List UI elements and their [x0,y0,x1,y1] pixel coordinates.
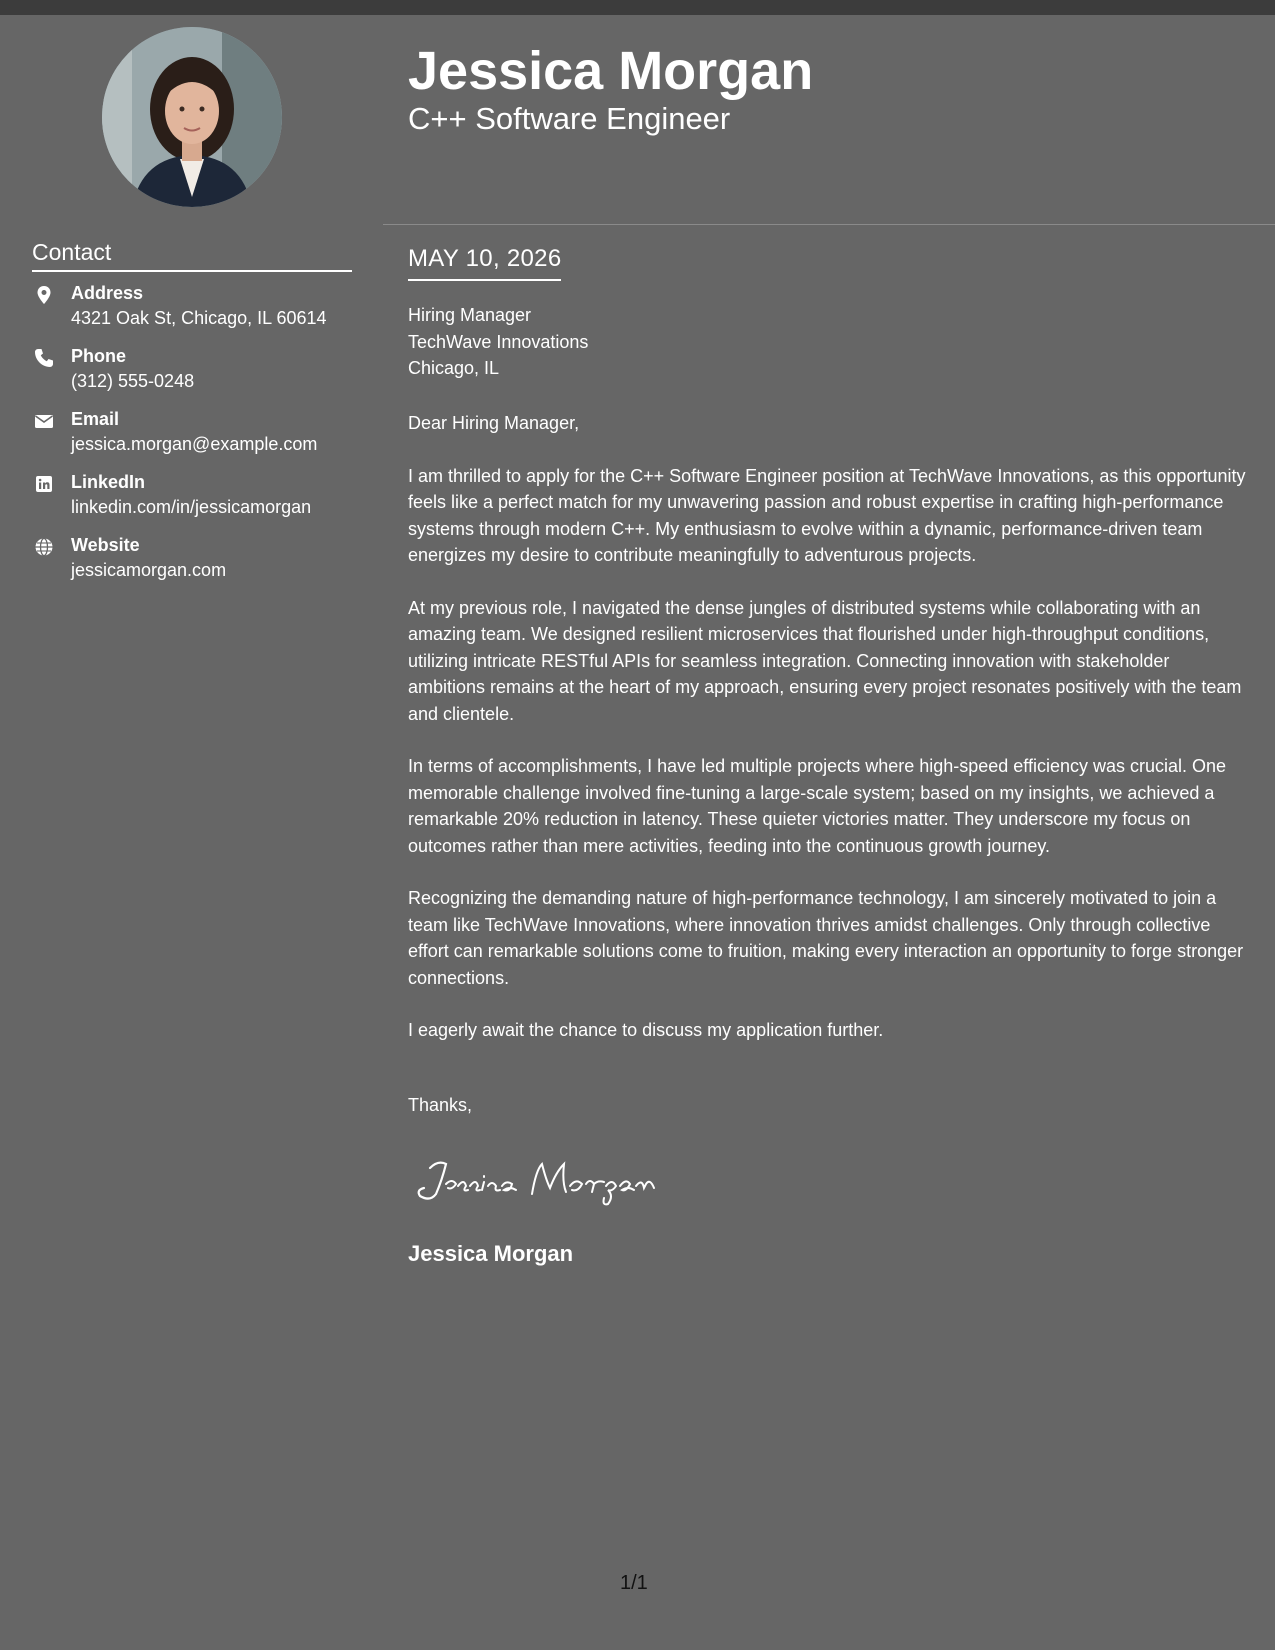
email-icon [34,411,54,431]
top-bar [0,0,1275,15]
body-paragraph: I eagerly await the chance to discuss my application further. [408,1020,884,1040]
contact-label: Phone [71,346,127,366]
recipient-line: TechWave Innovations [408,331,589,352]
contact-item-linkedin [32,472,352,535]
phone-icon [34,348,54,368]
contact-item-phone [32,346,352,409]
contact-label: Website [71,535,140,555]
contact-list [32,283,352,598]
handwritten-signature [408,1150,668,1210]
profile-photo [102,27,282,207]
applicant-name: Jessica Morgan [408,41,814,101]
contact-label: LinkedIn [71,472,146,492]
contact-label: Address [71,283,144,303]
contact-item-email [32,409,352,472]
contact-heading: Contact [32,239,352,272]
contact-item-address [32,283,352,346]
location-pin-icon [34,285,54,305]
signer-name: Jessica Morgan [408,1241,574,1266]
body-paragraph: Recognizing the demanding nature of high-performance technology, I am sincerely motivated to join a team like TechWave Innovations, where innovation thrives amidst challenges. Only through collective effort can remarkable solutions come to fruition, making every interaction an opportunity to forge stronger connections. [408,888,1244,988]
recipient-line: Chicago, IL [408,358,500,378]
recipient-block [408,302,588,382]
email-value[interactable]: jessica.morgan@example.com [71,434,318,454]
linkedin-icon [34,474,54,494]
closing: Thanks, [408,1095,473,1115]
linkedin-value[interactable]: linkedin.com/in/jessicamorgan [71,497,312,517]
letter-date: MAY 10, 2026 [408,245,561,281]
phone-value: (312) 555-0248 [71,371,195,391]
globe-icon [34,537,54,557]
page-number: 1/1 [620,1572,648,1594]
body-paragraph: In terms of accomplishments, I have led multiple projects where high-speed efficiency was crucial. One memorable challenge involved fine-tuning a large-scale system; based on my insights, we achieved a remarkable 20% reduction in latency. These quieter victories matter. They underscore my focus on outcomes rather than mere activities, feeding into the continuous growth journey. [408,756,1227,856]
body-paragraph: I am thrilled to apply for the C++ Software Engineer position at TechWave Innovations, as this opportunity feels like a perfect match for my unwavering passion and robust expertise in crafting high-performance systems through modern C++. My enthusiasm to evolve within a dynamic, performance-driven team energizes my desire to contribute meaningfully to adventurous projects. [408,465,1246,565]
salutation: Dear Hiring Manager, [408,413,580,433]
header-divider [383,224,1275,225]
recipient-line: Hiring Manager [408,305,532,325]
address-value: 4321 Oak St, Chicago, IL 60614 [71,308,327,328]
job-title: C++ Software Engineer [408,101,731,136]
letter-body [408,410,1246,1070]
body-paragraph: At my previous role, I navigated the dense jungles of distributed systems while collaborating with an amazing team. We designed resilient microservices that flourished under high-throughput conditions, utilizing intricate RESTful APIs for seamless integration. Connecting innovation with stakeholder ambitions remains at the heart of my approach, ensuring every project resonates positively with the team and clientele. [408,597,1242,724]
contact-item-website [32,535,352,598]
contact-label: Email [71,409,120,429]
website-value[interactable]: jessicamorgan.com [71,560,227,580]
